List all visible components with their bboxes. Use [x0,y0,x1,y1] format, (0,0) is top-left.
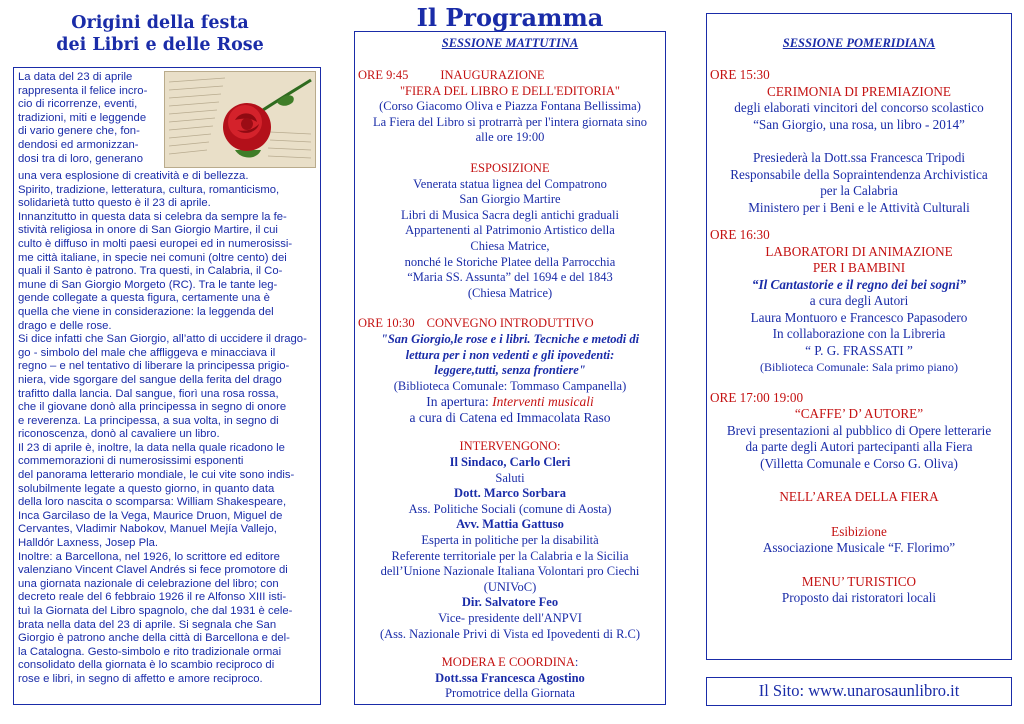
left-body-line: niera, vide sgorgare del sangue della ferita del drago [18,373,282,386]
morning-session-heading: SESSIONE MATTUTINA [441,36,579,50]
conference-place: (Biblioteca Comunale: Tommaso Campanella) [393,378,627,393]
afternoon-session-box [706,13,1012,660]
left-body-line: della loro nascita o scomparsa: William Shakespeare, [18,496,287,509]
left-body-line: Halldór Laxness, Josep Pla. [18,537,159,550]
lab-line: In collaborazione con la Libreria [772,326,946,341]
left-text-box [13,67,321,705]
left-line: di vario genere che, fon- [18,125,140,138]
prize-chair-line: Presiederà la Dott.ssa Francesca Tripodi [752,150,966,165]
left-line: rappresenta il felice incro- [18,84,148,97]
program-title-prefix: Il [416,3,437,32]
conference-theme: leggere,tutti, senza frontiere" [434,363,586,378]
prize-chair-line: per la Calabria [820,183,898,198]
lab-title: PER I BAMBINI [812,260,906,275]
left-title-line1: Origini della festa [71,13,249,33]
left-body-line: gende collegate a questa figura, certamente una è [18,292,270,305]
conference-heading [358,316,662,332]
left-body-line: Giorgio è patrono anche della città di Barcellona e del- [18,632,290,645]
left-body-line: Cervantes, Vladimir Nabokov, Manuel Mejía Vallejo, [18,523,277,536]
morning-session-box [354,31,666,705]
left-body-lines [18,170,316,687]
exhibition-title: ESPOSIZIONE [470,160,550,175]
conference-theme: "San Giorgio,le rose e i libri. Tecniche e metodi di [380,331,640,346]
moderator-role: Promotrice della Giornata [445,686,575,701]
exhibition-line: “Maria SS. Assunta” del 1694 e del 1843 [407,270,613,285]
left-body-line: stività religiosa in onore di San Giorgio Martire, il cui [18,224,278,237]
left-line: dosi tra di loro, generano [18,152,143,165]
speaker-name: Dott. Marco Sorbara [454,486,566,501]
exhibition-line: San Giorgio Martire [459,192,561,207]
left-body-line: una giornata nazionale di celebrazione del libro; con [18,577,279,590]
conference-title: CONVEGNO INTRODUTTIVO [426,316,594,331]
left-body-line: consolidato della giornata è lo scambio reciproco di [18,659,275,672]
conference-time: ORE 10:30 [358,316,415,331]
prize-chair-line: Responsabile della Sopraintendenza Archivistica [730,166,988,182]
lab-subtitle: “Il Cantastorie e il regno dei bei sogni” [751,276,967,292]
left-body-line: valenziano Vincent Clavel Andrés si fece promotore di [18,564,288,577]
rose-on-book-icon [165,72,315,167]
left-title-line2: dei Libri e delle Rose [56,35,264,55]
conference-opening-value: Interventi musicali [492,394,594,410]
exhibition-line: nonché le Storiche Platee della Parrocchia [404,254,616,269]
left-body-line: solidarietà tutto questo è il 23 di aprile. [18,197,211,210]
left-body-line: decreto reale del 6 febbraio 1926 il re Alfonso XIII isti- [18,591,287,604]
lab-line: “ P. G. FRASSATI ” [805,342,913,358]
prize-chair-line: Ministero per i Beni e le Attività Culturali [748,199,970,215]
left-body-line: Inca Garcilaso de la Vega, Maurice Druon, Miguel de [18,509,283,522]
inauguration-title: INAUGURAZIONE [440,68,545,82]
conference-opening-prefix: In apertura: [426,394,493,410]
speaker-detail: Esperta in politiche per la disabilità [421,533,599,548]
left-body-line: una vera esplosione di creatività e di bellezza. [18,170,249,182]
morning-session-content [358,68,662,702]
left-body [18,71,316,687]
left-body-line: la Catalogna. Gesto-simbolo e rito tradizionale ormai [18,645,282,658]
exhibition-line: Libri di Musica Sacra degli antichi graduali [401,207,619,222]
speaker-detail: dell’Unione Nazionale Italiana Volontari pro Ciechi [380,564,640,579]
left-body-line: me città italiane, in specie nei comuni (oltre cento) dei [18,251,287,264]
website-label: Il Sito: [758,681,809,700]
inauguration-place: (Corso Giacomo Oliva e Piazza Fontana Bellissima) [379,99,641,114]
exhibition-line: Venerata statua lignea del Compatrono [413,176,607,191]
lab-line: Laura Montuoro e Francesco Papasodero [750,309,968,325]
rose-book-image [164,71,316,168]
website-link[interactable]: www.unarosaunlibro.it [808,681,960,700]
speaker-detail: Ass. Politiche Sociali (comune di Aosta) [408,501,612,516]
speaker-name: Dir. Salvatore Feo [461,595,559,610]
exhibition-line: Chiesa Matrice, [470,238,550,253]
cafe-title: “CAFFE’ D’ AUTORE” [794,406,924,421]
prize-line: degli elaborati vincitori del concorso scolastico [734,100,984,115]
left-body-line: riconoscenza, donò al cavaliere un libro. [18,428,220,441]
lab-time: ORE 16:30 [710,227,770,242]
left-body-line: solubilmente legate a questo giorno, in quanto data [18,482,275,495]
moderator-title: MODERA E COORDINA [441,655,575,670]
left-body-line: del panorama letterario mondiale, le cui vite sono indis- [18,469,295,482]
program-title [360,4,660,32]
exhibit-line: Associazione Musicale “F. Florimo” [762,540,956,555]
exhibition-lines [358,177,662,302]
exhibition-line: Appartenenti al Patrimonio Artistico della [405,223,615,238]
fair-area-title: NELL’AREA DELLA FIERA [779,489,939,504]
cafe-line: da parte degli Autori partecipanti alla Fiera [745,439,973,454]
speakers-list [358,455,662,642]
conference-theme: lettura per i non vedenti e gli ipovedenti: [405,347,615,362]
inauguration-note: alle ore 19:00 [475,130,545,145]
left-body-line: Inoltre: a Barcellona, nel 1926, lo scrittore ed editore [18,550,280,563]
conference-curated: a cura di Catena ed Immacolata Raso [409,409,611,425]
website-box [706,677,1012,706]
left-body-line: e reverenza. La principessa, a sua volta, in segno di [18,414,279,427]
afternoon-session-heading: SESSIONE POMERIDIANA [782,36,936,50]
cafe-time: ORE 17:00 19:00 [710,389,804,405]
cafe-line: Brevi presentazioni al pubblico di Opere letterarie [726,422,992,438]
lab-title: LABORATORI DI ANIMAZIONE [765,243,953,259]
left-body-line: Spirito, tradizione, letteratura, cultura, romanticismo, [18,183,280,196]
left-body-line: commemorazioni di numerosissimi esponenti [18,455,244,468]
left-body-line: mune di San Giorgio Morgeto (RC). Tra le tante leg- [18,278,278,291]
inauguration-note: La Fiera del Libro si protrarrà per l'intera giornata sino [372,114,648,129]
inauguration-time: ORE 9:45 [358,68,409,82]
inauguration-name: "FIERA DEL LIBRO E DELL'EDITORIA" [399,83,621,98]
speaker-name: Il Sindaco, Carlo Cleri [449,455,571,470]
exhibition-line: (Chiesa Matrice) [467,285,553,300]
left-body-line: drago e delle rose. [18,319,112,332]
left-body-line: culto è diffuso in molti paesi europei ed in numerosissi- [18,237,293,250]
program-title-rest: Programma [436,3,604,32]
speaker-detail: Vice- presidente dell'ANPVI [438,611,582,625]
left-body-line: rose e libri, in segno di affetto e amore reciproco. [18,672,263,685]
moderator-heading [358,655,662,671]
menu-line: Proposto dai ristoratori locali [781,590,937,605]
speaker-detail: (Ass. Nazionale Privi di Vista ed Ipovedenti di R.C) [379,626,641,641]
cafe-line: (Villetta Comunale e Corso G. Oliva) [760,455,958,471]
left-body-line: Il 23 di aprile è, inoltre, la data nella quale ricadono le [18,441,285,454]
left-body-line: tuì la Giornata del Libro spagnolo, che dal 1931 è cele- [18,605,293,617]
left-body-line: trafitto dalla lancia. Dal sangue, fiorì una rosa rossa, [18,387,279,400]
moderator-colon: : [574,655,579,670]
left-line: La data del 23 di aprile [18,71,133,83]
prize-line: “San Giorgio, una rosa, un libro - 2014” [753,116,965,132]
speaker-detail: Saluti [495,470,525,485]
exhibit-title: Esibizione [831,523,887,539]
lab-line: a cura degli Autori [809,293,909,308]
inauguration-heading [358,68,662,84]
left-body-line: quella che viene in considerazione: la leggenda del [18,305,274,318]
menu-title: MENU’ TURISTICO [801,573,917,589]
lab-place: (Biblioteca Comunale: Sala primo piano) [760,360,958,374]
left-body-line: Si dice infatti che San Giorgio, all’atto di uccidere il drago- [18,333,307,346]
moderator-name: Dott.ssa Francesca Agostino [435,670,585,685]
left-line: cio di ricorrenze, eventi, [18,98,138,111]
speakers-title: INTERVENGONO: [459,439,561,454]
left-body-line: che il giovane donò alla principessa in segno di onore [18,401,287,414]
left-title [40,12,280,56]
afternoon-session-content [710,67,1008,607]
left-body-line: regno – e nel tentativo di liberare la principessa prigio- [18,360,290,373]
left-body-line: go - simbolo del male che affliggeva e minacciava il [18,346,276,359]
speaker-name: Avv. Mattia Gattuso [456,517,564,532]
left-body-line: quali il Santo è patrono. Tra questi, in Calabria, il Co- [18,265,283,278]
left-line: tradizioni, miti e leggende [18,111,147,124]
conference-opening [358,394,662,410]
prize-time: ORE 15:30 [710,67,770,82]
prize-title: CERIMONIA DI PREMIAZIONE [767,83,951,99]
left-body-line: brata nella data del 23 di aprile. Si segnala che San [18,618,277,631]
speaker-detail: Referente territoriale per la Calabria e la Sicilia [391,548,629,563]
left-body-line: Innanzitutto in questa data si celebra da sempre la fe- [18,210,287,223]
left-line: dendosi ed armonizzan- [18,138,139,151]
speaker-detail: (UNIVoC) [483,579,537,594]
